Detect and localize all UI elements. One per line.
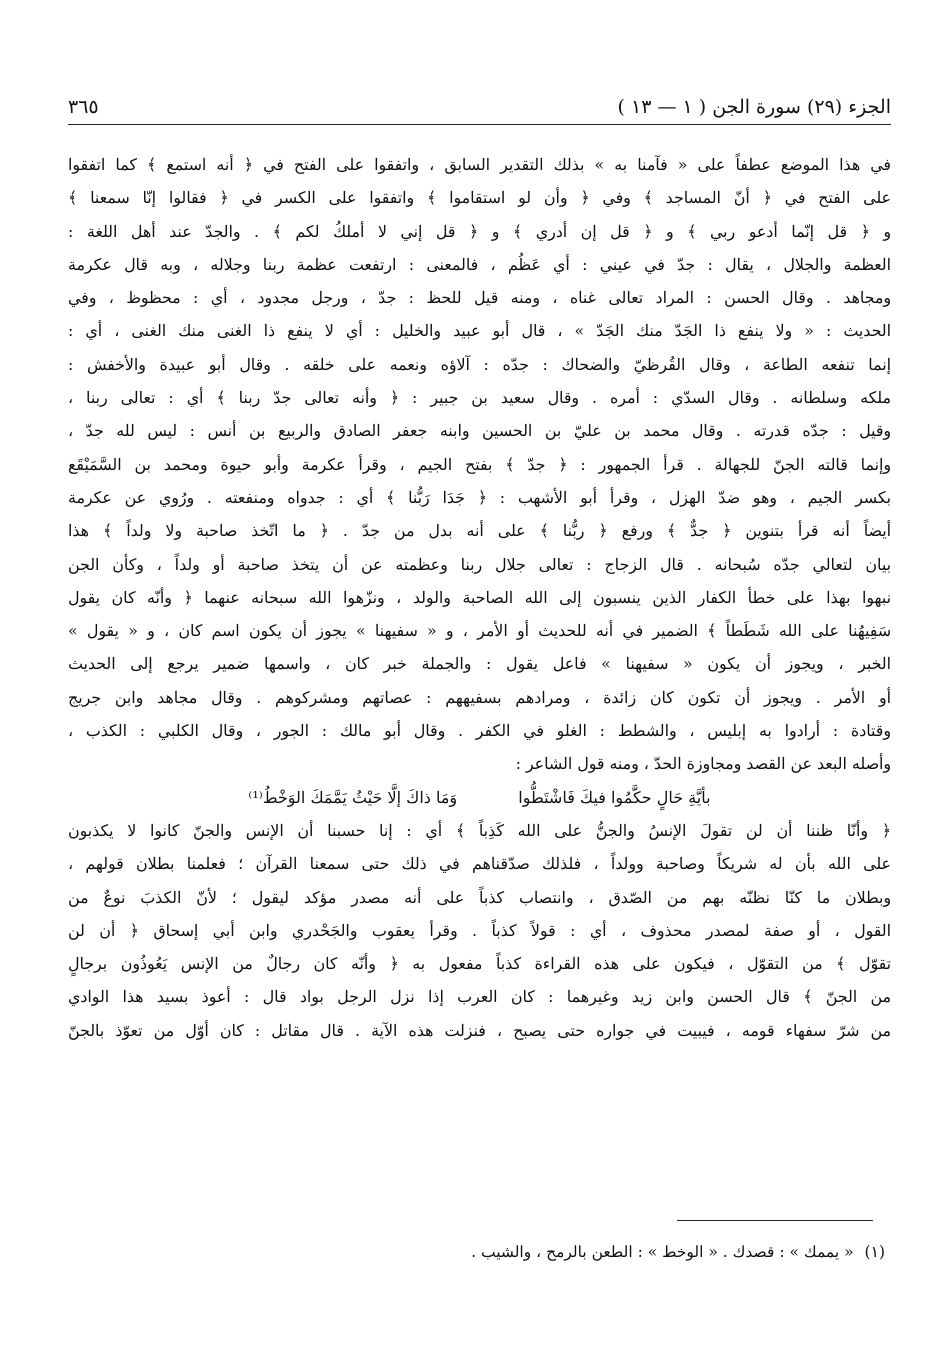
text-line: سَفِيهُنا على الله شَطَطاً ﴾ الضمير في أنه للحديث أو الأمر ، و « سفيهنا » يجوز أن يكون اسم كان ، و « يقول » [68, 621, 891, 641]
header-rule [68, 124, 891, 125]
text-line: من الجنّ ﴾ قال الحسن وابن زيد وغيرهما : كان العرب إذا نزل الرجل بواد قال : أعوذ بسيد هذا الوادي [68, 987, 891, 1007]
text-line: أو الأمر . ويجوز أن تكون كان زائدة ، ومرادهم بسفيههم : عصاتهم ومشركوهم . وقال مجاهد وابن جريج [68, 687, 891, 707]
text-line: الحديث : « ولا ينفع ذا الجَدّ منك الجَدّ » ، قال أبو عبيد والخليل : أي لا ينفع ذا الغنى منك الغنى ، أي : [68, 321, 891, 341]
text-line: وقتادة : أرادوا به إبليس ، والشطط : الغلو في الكفر . وقال أبو مالك : الجور ، وقال الكلبي : الكذب ، [68, 721, 891, 741]
text-line: وأصله البعد عن القصد ومجاوزة الحدّ ، ومنه قول الشاعر : [515, 754, 891, 774]
text-line: وإنما قالته الجنّ للجهالة . قرأ الجمهور : ﴿ جدّ ﴾ بفتح الجيم ، وقرأ عكرمة وأبو حيوة ومحمد بن السَّمَيْقَع [68, 454, 891, 474]
text-line: الخبر ، ويجوز أن يكون « سفيهنا » فاعل يقول : والجملة خبر كان ، واسمها ضمير يرجع إلى الحديث [68, 654, 891, 674]
text-line: ﴿ وأنّا ظننا أن لن تقولَ الإنسُ والجنُّ على الله كَذِباً ﴾ أي : إنا حسبنا أن الإنس والجنّ كانوا لا يكذبون [68, 820, 891, 840]
text-line: من شرّ سفهاء قومه ، فيبيت في جواره حتى يصبح ، فنزلت هذه الآية . قال مقاتل : كان أوّل من تعوّذ بالجنّ [68, 1020, 891, 1040]
footnote [68, 1238, 891, 1266]
text-line: على الله بأن له شريكاً وصاحبة وولداً ، فلذلك صدّقناهم في ذلك حتى سمعنا القرآن ؛ فعلمنا بطلان قولهم ، [68, 854, 891, 874]
body-text [68, 148, 891, 1047]
text-line: وبطلان ما كنّا نظنّه بهم من الصّدق ، وانتصاب كذباً على أنه مصدر مؤكد ليقول ؛ لأنّ الكذبَ نوعٌ من [68, 887, 891, 907]
text-line: و ﴿ قل إنّما أدعو ربي ﴾ و ﴿ قل إن أدري ﴾ و ﴿ قل إني لا أملكُ لكم ﴾ . والجدّ عند أهل اللغة : [68, 221, 891, 241]
footnote-rule [677, 1220, 873, 1221]
footnote-text: « يممك » : قصدك . « الوخط » : الطعن بالرمح ، والشيب . [471, 1243, 854, 1261]
footnote-marker: (١) [864, 1243, 885, 1261]
text-line: وقيل : جدّه قدرته . وقال محمد بن عليّ بن الحسين وابنه جعفر الصادق والربيع بن أنس : ليس لله جدّ ، [68, 421, 891, 441]
text-line: العظمة والجلال ، يقال : جدّ في عيني : أي عَظُم ، فالمعنى : ارتفعت عظمة ربنا وجلاله ، وبه قال عكرمة [68, 254, 891, 274]
text-line: في هذا الموضع عطفاً على « فآمنا به » بذلك التقدير السابق ، واتفقوا على الفتح في ﴿ أنه استمع ﴾ كما اتفقوا [68, 155, 891, 174]
text-line: ملكه وسلطانه . وقال السدّي : أمره . وقال سعيد بن جبير : ﴿ وأنه تعالى جدّ ربنا ﴾ أي : تعالى ربنا ، [68, 388, 891, 408]
text-line: نبهوا بهذا على خطأ الكفار الذين ينسبون إلى الله الصاحبة والولد ، ونزّهوا الله سبحانه عنهما ﴿ وأنّه كان يقول [68, 587, 891, 607]
verse-hemistich-second: وَمَا ذاكَ إلَّا حَيْثُ يَمَّمَكَ الوَخْطُ⁽¹⁾ [248, 787, 458, 807]
page-number: ٣٦٥ [68, 96, 99, 118]
text-line: القول ، أو صفة لمصدر محذوف ، أي : قولاً كذباً . وقرأ يعقوب والجَحْدري وابن أبي إسحاق ﴿ أن لن [68, 920, 891, 940]
text-line: بكسر الجيم ، وهو ضدّ الهزل ، وقرأ أبو الأشهب : ﴿ جَدَا رَبُّنا ﴾ أي : جدواه ومنفعته . ورُوي عن عكرمة [68, 487, 891, 507]
page-header [68, 88, 891, 128]
poetry-verse [68, 781, 891, 814]
text-line: تقوّل ﴾ من التقوّل ، فيكون على هذه القراءة كذباً مفعول به ﴿ وأنّه كان رجالٌ من الإنس يَعُوذُون برجالٍ [68, 954, 891, 974]
text-line: إنما تنفعه الطاعة ، وقال القُرظيّ والضحاك : جدّه : آلاؤه ونعمه على خلقه . وقال أبو عبيدة والأخفش : [68, 354, 891, 374]
text-line: ومجاهد . وقال الحسن : المراد تعالى غناه ، ومنه قيل للحظ : جدّ ، ورجل مجدود ، أي : محظوظ ، وفي [68, 288, 891, 308]
verse-hemistich-first: بأيَّةِ حَالٍ حكَّمُوا فيكَ فَاشْتَطُّوا [518, 787, 711, 807]
text-line: أيضاً أنه قرأ بتنوين ﴿ جدٌّ ﴾ ورفع ﴿ ربُّنا ﴾ على أنه بدل من جدّ . ﴿ ما اتّخذ صاحبة ولا ولداً ﴾ هذا [68, 521, 891, 541]
text-line: على الفتح في ﴿ أنّ المساجد ﴾ وفي ﴿ وأن لو استقاموا ﴾ واتفقوا على الكسر في ﴿ فقالوا إنّا سمعنا ﴾ [68, 188, 891, 208]
text-line: بيان لتعالي جدّه سُبحانه . قال الزجاج : تعالى جلال ربنا وعظمته عن أن يتخذ صاحبة أو ولداً ، وكأن الجن [68, 554, 891, 574]
running-title: الجزء (٢٩) سورة الجن ( ١ — ١٣ ) [617, 96, 891, 118]
